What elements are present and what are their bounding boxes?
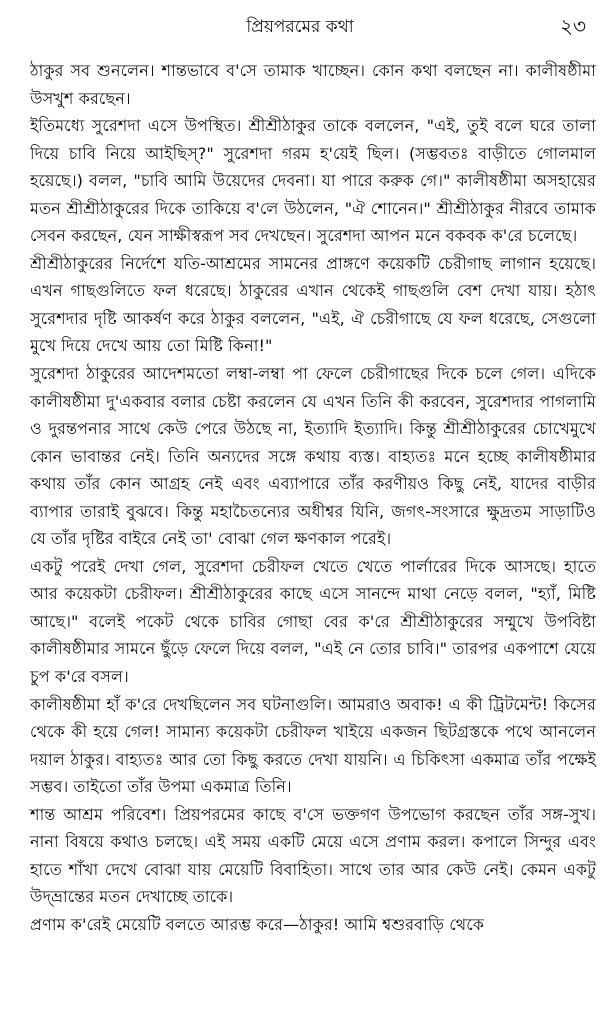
paragraph-5: একটু পরেই দেখা গেল, সুরেশদা চেরীফল খেতে খেতে পার্লারের দিকে আসছে। হাতে আর কয়েকটা চেরীফল। শ্রীশ্রীঠাকুরের কাছে এসে সানন্দে মাথা নেড়ে বলল, "হ্যাঁ, মিষ্টি আছে।" বলেই পকেট থেকে চাবির গোছা বের ক'রে শ্রীশ্রীঠাকুরের সম্মুখে উপবিষ্টা কালীষষ্ঠীমার সামনে ছুঁড়ে ফেলে দিয়ে বলল, "এই নে তোর চাবি।" তারপর একপাশে যেয়ে চুপ ক'রে বসল। bbox=[30, 556, 596, 687]
paragraph-2: ইতিমধ্যে সুরেশদা এসে উপস্থিত। শ্রীশ্রীঠাকুর তাকে বললেন, "এই, তুই বলে ঘরে তালা দিয়ে চাবি নিয়ে আইছিস্?" সুরেশদা গরম হ'য়েই ছিল। (সম্ভবতঃ বাড়ীতে গোলমাল হয়েছে।) বলল, "চাবি আমি উয়েদের দেবনা। যা পারে করুক গে।" কালীষষ্ঠীমা অসহায়ের মতন শ্রীশ্রীঠাকুরের দিকে তাকিয়ে ব'লে উঠলেন, "ঐ শোনেন।" শ্রীশ্রীঠাকুর নীরবে তামাক সেবন করছেন, যেন সাক্ষীস্বরূপ সব দেখছেন। সুরেশদা আপন মনে বকবক ক'রে চলেছে। bbox=[30, 116, 596, 246]
paragraph-3: শ্রীশ্রীঠাকুরের নির্দেশে যতি-আশ্রমের সামনের প্রাঙ্গণে কয়েকটি চেরীগাছ লাগান হয়েছে। এখন গাছগুলিতে ফল ধরেছে। ঠাকুরের এখান থেকেই গাছগুলি বেশ দেখা যায়। হঠাৎ সুরেশদার দৃষ্টি আকর্ষণ করে ঠাকুর বললেন, "এই, ঐ চেরীগাছে যে ফল ধরেছে, সেগুলো মুখে দিয়ে দেখে আয় তো মিষ্টি কিনা!" bbox=[30, 253, 596, 356]
running-title: প্রিয়পরমের কথা bbox=[246, 17, 354, 37]
page-number: ২৩ bbox=[559, 14, 586, 38]
paragraph-4: সুরেশদা ঠাকুরের আদেশমতো লম্বা-লম্বা পা ফেলে চেরীগাছের দিকে চলে গেল। এদিকে কালীষষ্ঠীমা দু'একবার বলার চেষ্টা করলেন যে এখন তিনি কী করবেন, সুরেশদার পাগলামি ও দুরন্তপনার সাথে কেউ পেরে উঠছে না, ইত্যাদি ইত্যাদি। কিন্তু শ্রীশ্রীঠাকুরের চোখেমুখে কোন ভাবান্তর নেই। তিনি অন্যদের সঙ্গে কথায় ব্যস্ত। বাহ্যতঃ মনে হচ্ছে কালীষষ্ঠীমার কথায় তাঁর কোন আগ্রহ নেই এবং এব্যাপারে তাঁর করণীয়ও কিছু নেই, যাদের বাড়ীর ব্যাপার তারাই বুঝবে। কিন্তু মহাচৈতন্যের অধীশ্বর যিনি, জগৎ-সংসারে ক্ষুদ্রতম সাড়াটিও যে তাঁর দৃষ্টির বাইরে নেই তা' বোঝা গেল ক্ষণকাল পরেই। bbox=[30, 364, 596, 549]
paragraph-6: কালীষষ্ঠীমা হাঁ ক'রে দেখছিলেন সব ঘটনাগুলি। আমরাও অবাক! এ কী ট্রিটমেন্ট! কিসের থেকে কী হয়ে গেল! সামান্য কয়েকটা চেরীফল খাইয়ে একজন ছিটগ্রস্তকে পথে আনলেন দয়াল ঠাকুর। বাহ্যতঃ আর তো কিছু করতে দেখা যায়নি। এ চিকিৎসা একমাত্র তাঁর পক্ষেই সম্ভব। তাইতো তাঁর উপমা একমাত্র তিনি। bbox=[30, 694, 596, 797]
page-header bbox=[0, 12, 600, 42]
paragraph-7: শান্ত আশ্রম পরিবেশ। প্রিয়পরমের কাছে ব'সে ভক্তগণ উপভোগ করছেন তাঁর সঙ্গ-সুখ। নানা বিষয়ে কথাও চলছে। এই সময় একটি মেয়ে এসে প্রণাম করল। কপালে সিন্দুর এবং হাতে শাঁখা দেখে বোঝা যায় মেয়েটি বিবাহিতা। সাথে তার আর কেউ নেই। কেমন একটু উদ্‌ভ্রান্তের মতন দেখাচ্ছে তাকে। bbox=[30, 804, 596, 907]
body-text bbox=[30, 57, 596, 939]
paragraph-8: প্রণাম ক'রেই মেয়েটি বলতে আরম্ভ করে—ঠাকুর! আমি শ্বশুরবাড়ি থেকে bbox=[30, 914, 485, 934]
paragraph-1: ঠাকুর সব শুনলেন। শান্তভাবে ব'সে তামাক খাচ্ছেন। কোন কথা বলছেন না। কালীষষ্ঠীমা উসখুশ করছেন। bbox=[30, 61, 596, 108]
